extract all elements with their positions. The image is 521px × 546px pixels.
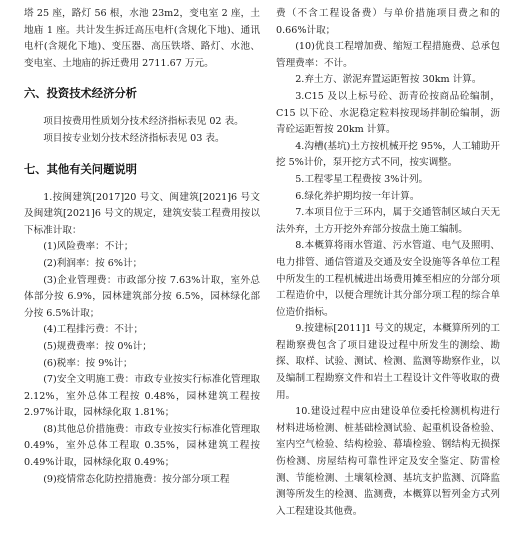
- fee-item-9: (9)疫情常态化防控措施费：按分部分项工程: [43, 473, 230, 485]
- section-6-heading: 六、投资技术经济分析: [24, 87, 137, 101]
- fee-item-5: (5)规费费率：按 0%计；: [43, 340, 152, 352]
- note-item-10: 10.建设过程中应由建设单位委托检测机构进行材料进场检测、桩基础检测试验、起重机设备检验、室内空气检验、结构检验、幕墙检验、钢结构无损探伤检测、房屋结构可靠性评定及安全鉴定、防雷检测、节能检测、土壤氡检测、基坑支护监测、沉降监测等所发生的检测、监测费，本概算以暂列金方式列入工程建设其他费。: [276, 406, 500, 517]
- fee-item-2: (2)利润率：按 6%计；: [43, 257, 143, 269]
- intro-paragraph: 塔 25 座，路灯 56 根，水池 23m2，变电室 2 座，土地庙 1 座。共计发生拆迁高压电杆(含规化下地)、通讯电杆(含规化下地)、变压器、高压铁塔、路灯、水池、变电室、土地庙的拆迁费用 2711.67 万元。: [24, 8, 260, 69]
- note-item-9: 9.按建标[2011]1 号文的规定，本概算所列的工程勘察费包含了项目建设过程中所发生的测绘、勘探、取样、试验、测试、检测、监测等勘察作业，以及编制工程勘察文件和岩土工程设计文件等收取的费用。: [276, 323, 500, 401]
- left-column: [24, 6, 260, 488]
- fee-item-1: (1)风险费率：不计；: [43, 241, 134, 253]
- note-item-8: 8.本概算将雨水管道、污水管道、电气及照明、电力排管、通信管道及交通及安全设施等各单位工程中所发生的工程机械进出场费用摊至相应的分部分项工程造价中，以便合理统计其分部分项工程的综合单位造价指标。: [276, 240, 500, 318]
- section-7-heading: 七、其他有关问题说明: [24, 162, 137, 176]
- fee-item-7: (7)安全文明施工费：市政专业按实行标准化管理取 2.12%，室外总体工程按 0.48%，园林建筑工程按 2.97%计取，园林绿化取 1.81%；: [24, 374, 260, 419]
- fee-item-10: (10)优良工程增加费、缩短工程措施费、总承包管理费率：不计。: [276, 41, 500, 69]
- note-item-2: 2.弃土方、淤泥弃置运距暂按 30km 计算。: [295, 74, 482, 86]
- note-item-3: 3.C15 及以上标号砼、沥青砼按商品砼编制，C15 以下砼、水泥稳定粒料按现场拌制砼编制，沥青砼运距暂按 20km 计算。: [276, 90, 500, 136]
- section-6-paragraph-1: 项目按费用性质划分技术经济指标表见 02 表。: [43, 116, 244, 128]
- right-column: [276, 6, 500, 520]
- note-item-6: 6.绿化养护期均按一年计算。: [295, 190, 420, 202]
- fee-item-8: (8)其他总价措施费：市政专业按实行标准化管理取 0.49%，室外总体工程取 0.35%，园林建筑工程按 0.49%计取，园林绿化取 0.49%；: [24, 423, 260, 469]
- section-7-paragraph-1: 1.按闽建筑[2017]20 号文、闽建筑[2021]6 号文及闽建筑[2021]6 号文的规定，建筑安装工程费用按以下标准计取：: [24, 191, 260, 236]
- note-item-7: 7.本项目位于三环内，属于交通管制区域白天无法外弃，土方开挖外弃部分按盘土施工编制。: [276, 207, 500, 235]
- fee-item-6: (6)税率：按 9%计；: [43, 357, 133, 369]
- continued-paragraph: 费（不含工程设备费）与单价措施项目费之和的 0.66%计取；: [276, 8, 500, 36]
- fee-item-4: (4)工程排污费：不计；: [43, 324, 144, 336]
- fee-item-3: (3)企业管理费：市政部分按 7.63%计取，室外总体部分按 6.9%，园林建筑部分按 6.5%，园林绿化部分按 6.5%计取；: [24, 274, 260, 319]
- note-item-5: 5.工程零星工程费按 3%计列。: [295, 173, 429, 185]
- section-6-paragraph-2: 项目按专业划分技术经济指标表见 03 表。: [43, 132, 225, 144]
- note-item-4: 4.沟槽(基坑)土方按机械开挖 95%，人工辅助开挖 5%计价，泵开挖方式不同，按实调整。: [276, 140, 500, 169]
